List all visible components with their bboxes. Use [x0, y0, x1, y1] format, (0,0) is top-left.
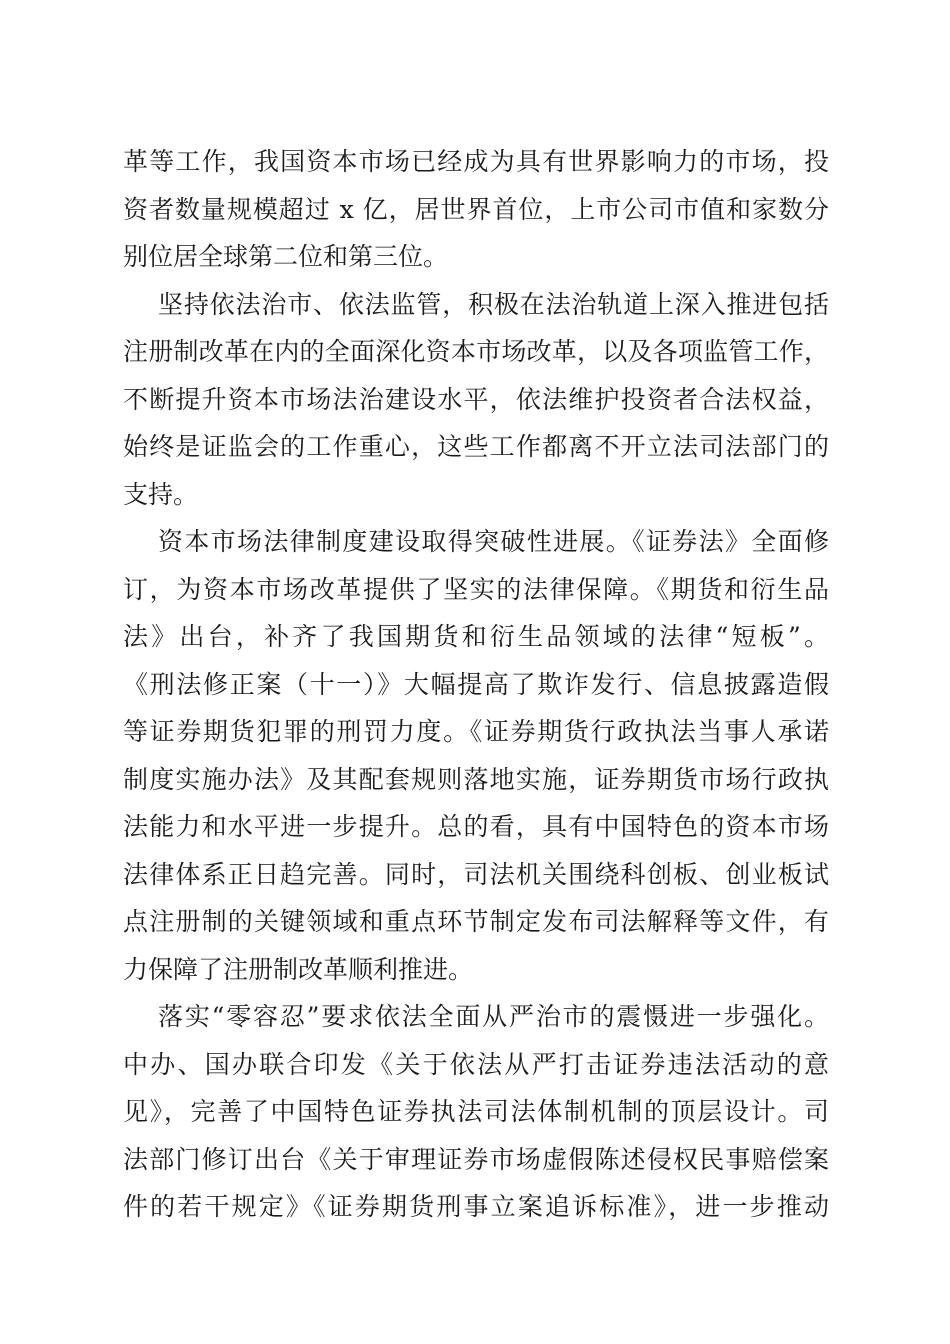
text-line: 《刑法修正案（十一）》大幅提高了欺诈发行、信息披露造假	[123, 670, 829, 699]
text-line: 力保障了注册制改革顺利推进。	[123, 955, 474, 984]
text-line: 法》出台，补齐了我国期货和衍生品领域的法律“短板”。	[123, 622, 829, 651]
text-line: 支持。	[123, 480, 199, 509]
text-line: 别位居全球第二位和第三位。	[123, 242, 449, 271]
text-line: 法能力和水平进一步提升。总的看，具有中国特色的资本市场	[123, 812, 829, 841]
text-line: 件的若干规定》《证券期货刑事立案追诉标准》，进一步推动	[123, 1192, 829, 1221]
text-line: 法律体系正日趋完善。同时，司法机关围绕科创板、创业板试	[123, 860, 829, 889]
text-line: 落实“零容忍”要求依法全面从严治市的震慑进一步强化。	[158, 1002, 829, 1031]
text-line: 点注册制的关键领域和重点环节制定发布司法解释等文件，有	[123, 907, 829, 936]
text-line: 始终是证监会的工作重心，这些工作都离不开立法司法部门的	[123, 432, 829, 461]
text-line: 资者数量规模超过 x 亿，居世界首位，上市公司市值和家数分	[123, 195, 829, 224]
text-line: 订，为资本市场改革提供了坚实的法律保障。《期货和衍生品	[123, 575, 829, 604]
text-line: 注册制改革在内的全面深化资本市场改革，以及各项监管工作，	[123, 337, 829, 366]
text-line: 中办、国办联合印发《关于依法从严打击证券违法活动的意	[123, 1050, 829, 1079]
text-line: 资本市场法律制度建设取得突破性进展。《证券法》全面修	[158, 527, 829, 556]
text-line: 制度实施办法》及其配套规则落地实施，证券期货市场行政执	[123, 765, 829, 794]
text-line: 坚持依法治市、依法监管，积极在法治轨道上深入推进包括	[158, 290, 829, 319]
text-line: 法部门修订出台《关于审理证券市场虚假陈述侵权民事赔偿案	[123, 1145, 829, 1174]
text-line: 见》，完善了中国特色证券执法司法体制机制的顶层设计。司	[123, 1097, 829, 1126]
text-line: 不断提升资本市场法治建设水平，依法维护投资者合法权益，	[123, 385, 829, 414]
text-line: 革等工作，我国资本市场已经成为具有世界影响力的市场，投	[123, 147, 829, 176]
text-line: 等证券期货犯罪的刑罚力度。《证券期货行政执法当事人承诺	[123, 717, 829, 746]
